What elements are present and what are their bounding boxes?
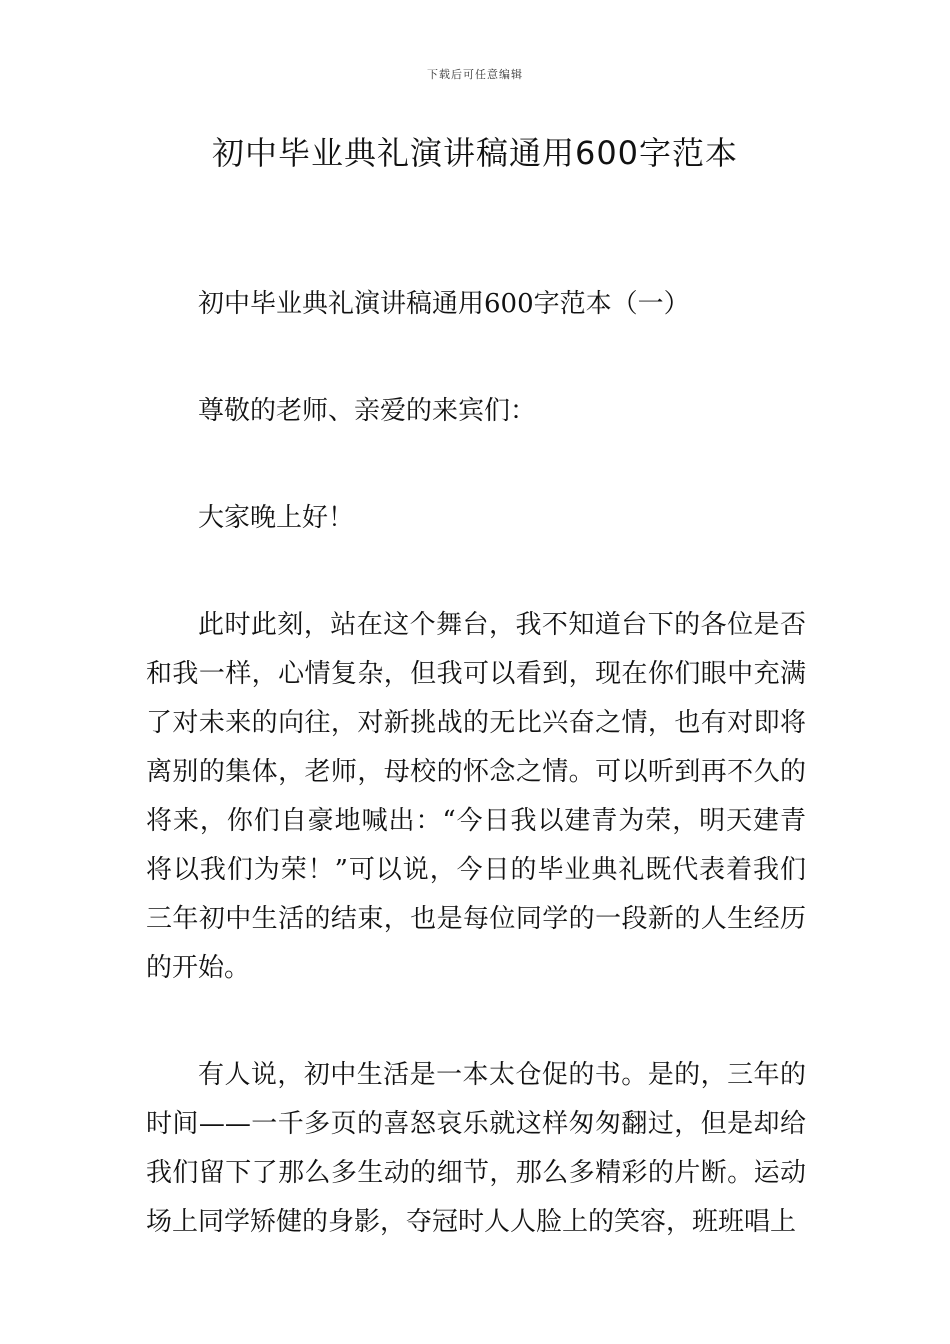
greeting-line: 大家晚上好！ <box>198 503 355 533</box>
document-body <box>146 280 806 1305</box>
salutation: 尊敬的老师、亲爱的来宾们： <box>198 396 537 426</box>
body-paragraph: 此时此刻，站在这个舞台，我不知道台下的各位是否和我一样，心情复杂，但我可以看到，现在你们眼中充满了对未来的向往，对新挑战的无比兴奋之情，也有对即将离别的集体，老师，母校的怀念之情。可以听到再不久的将来，你们自豪地喊出：“今日我以建青为荣，明天建青将以我们为荣！”可以说，今日的毕业典礼既代表着我们三年初中生活的结束，也是每位同学的一段新的人生经历的开始。 <box>146 610 806 983</box>
page-header-note: 下载后可任意编辑 <box>427 68 523 81</box>
document-title: 初中毕业典礼演讲稿通用600字范本 <box>211 134 739 172</box>
section-heading: 初中毕业典礼演讲稿通用600字范本（一） <box>198 289 690 319</box>
body-paragraph: 有人说，初中生活是一本太仓促的书。是的，三年的时间——一千多页的喜怒哀乐就这样匆匆翻过，但是却给我们留下了那么多生动的细节，那么多精彩的片断。运动场上同学矫健的身影，夺冠时人人脸上的笑容，班班唱上 <box>146 1060 806 1237</box>
